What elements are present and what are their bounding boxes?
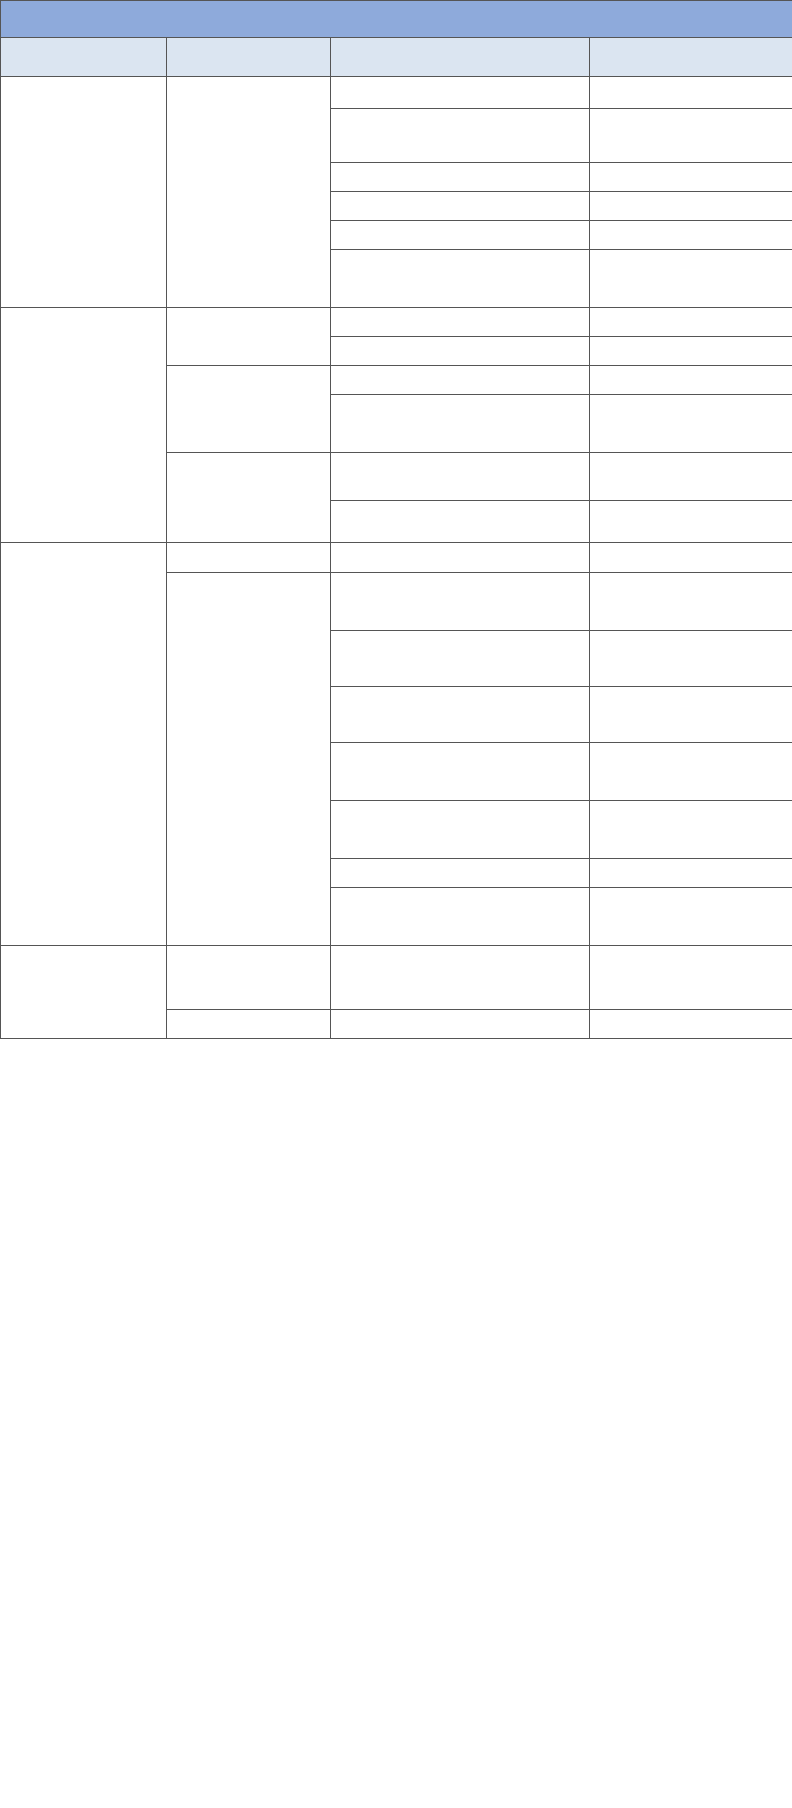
table-row bbox=[1, 543, 792, 573]
phenotype-cell bbox=[331, 453, 590, 501]
mutation-cell bbox=[590, 250, 792, 308]
mutation-cell bbox=[590, 109, 792, 163]
gene-cell bbox=[167, 946, 331, 1010]
header-mutation bbox=[590, 38, 792, 77]
mechanism-cell bbox=[1, 308, 167, 543]
header-mechanism bbox=[1, 38, 167, 77]
table-row bbox=[1, 77, 792, 109]
mutation-cell bbox=[590, 501, 792, 543]
gene-cell bbox=[167, 308, 331, 366]
phenotype-cell bbox=[331, 543, 590, 573]
phenotype-cell bbox=[331, 163, 590, 192]
gene-cell bbox=[167, 453, 331, 543]
mutation-cell bbox=[590, 1010, 792, 1039]
phenotype-cell bbox=[331, 501, 590, 543]
table-body bbox=[1, 77, 792, 1039]
mutation-cell bbox=[590, 631, 792, 687]
phenotype-cell bbox=[331, 743, 590, 801]
mutation-cell bbox=[590, 946, 792, 1010]
phenotype-cell bbox=[331, 337, 590, 366]
phenotype-cell bbox=[331, 1010, 590, 1039]
mutation-cell bbox=[590, 743, 792, 801]
phenotype-cell bbox=[331, 366, 590, 395]
gene-cell bbox=[167, 366, 331, 453]
table-title bbox=[1, 1, 792, 38]
mutation-cell bbox=[590, 888, 792, 946]
phenotype-cell bbox=[331, 859, 590, 888]
phenotype-cell bbox=[331, 192, 590, 221]
mutation-cell bbox=[590, 859, 792, 888]
phenotype-cell bbox=[331, 308, 590, 337]
phenotype-cell bbox=[331, 77, 590, 109]
phenotype-cell bbox=[331, 221, 590, 250]
mutation-cell bbox=[590, 395, 792, 453]
header-gene bbox=[167, 38, 331, 77]
mutation-cell bbox=[590, 163, 792, 192]
mutation-cell bbox=[590, 543, 792, 573]
mutation-cell bbox=[590, 453, 792, 501]
mechanism-cell bbox=[1, 946, 167, 1039]
phenotype-cell bbox=[331, 631, 590, 687]
mechanism-cell bbox=[1, 77, 167, 308]
mutation-cell bbox=[590, 687, 792, 743]
phenotype-cell bbox=[331, 395, 590, 453]
mutation-cell bbox=[590, 337, 792, 366]
header-phenotype bbox=[331, 38, 590, 77]
mutation-cell bbox=[590, 308, 792, 337]
header-row bbox=[1, 38, 792, 77]
mutation-cell bbox=[590, 573, 792, 631]
phenotype-cell bbox=[331, 250, 590, 308]
table-row bbox=[1, 308, 792, 337]
phenotype-cell bbox=[331, 946, 590, 1010]
mutation-cell bbox=[590, 366, 792, 395]
phenotype-cell bbox=[331, 109, 590, 163]
mutation-cell bbox=[590, 801, 792, 859]
gene-cell bbox=[167, 77, 331, 308]
phenotype-cell bbox=[331, 687, 590, 743]
mutation-cell bbox=[590, 192, 792, 221]
gene-cell bbox=[167, 573, 331, 946]
mutation-cell bbox=[590, 77, 792, 109]
gene-cell bbox=[167, 543, 331, 573]
phenotype-cell bbox=[331, 573, 590, 631]
gene-cell bbox=[167, 1010, 331, 1039]
table-row bbox=[1, 946, 792, 1010]
mechanism-cell bbox=[1, 543, 167, 946]
phenotype-cell bbox=[331, 888, 590, 946]
phenotype-cell bbox=[331, 801, 590, 859]
mutation-cell bbox=[590, 221, 792, 250]
